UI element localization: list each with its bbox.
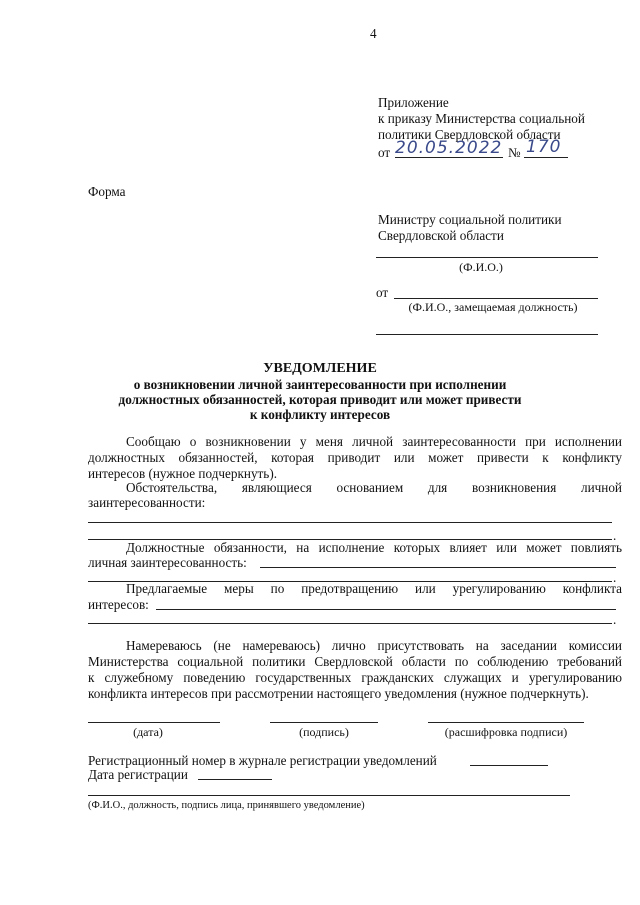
appendix-handwritten-number: 170 — [526, 137, 562, 157]
p1-line-2: должностных обязанностей, которая приводит или может привести к конфликту — [88, 450, 622, 465]
p5-line-2: Министерства социальной политики Свердловской области по соблюдению требований — [88, 654, 622, 669]
receiver-line — [88, 795, 570, 796]
p5-line-4: конфликта интересов при рассмотрении настоящего уведомления (нужное подчеркнуть). — [88, 686, 589, 701]
p4-fill-line-2 — [88, 623, 612, 624]
addressee-from-prefix: от — [376, 285, 389, 300]
sender-caption: (Ф.И.О., замещаемая должность) — [408, 300, 578, 314]
p4-period: . — [613, 612, 617, 627]
p4-line-1: Предлагаемые меры по предотвращению или урегулированию конфликта — [126, 581, 622, 596]
p1-line-3: интересов (нужное подчеркнуть). — [88, 466, 278, 481]
title-sub-1: о возникновении личной заинтересованности при исполнении — [133, 377, 507, 392]
document-title: УВЕДОМЛЕНИЕ — [263, 361, 377, 376]
p2-line-1: Обстоятельства, являющиеся основанием для возникновения личной — [126, 480, 622, 495]
registration-number-line — [470, 765, 548, 766]
date-signature-line — [88, 722, 220, 723]
addressee-line-1: Министру социальной политики — [378, 212, 562, 227]
appendix-from-prefix: от — [378, 145, 391, 160]
appendix-line-3: политики Свердловской области — [378, 127, 561, 142]
appendix-handwritten-date: 20.05.2022 — [395, 138, 503, 158]
page-number: 4 — [370, 26, 377, 41]
appendix-date-line — [395, 157, 503, 158]
title-sub-2: должностных обязанностей, которая приводит или может привести — [118, 392, 522, 407]
p3-line-1: Должностные обязанности, на исполнение которых влияет или может повлиять — [126, 540, 622, 555]
p2-line-2: заинтересованности: — [88, 495, 206, 510]
p2-period: . — [613, 528, 617, 543]
receiver-caption: (Ф.И.О., должность, подпись лица, принявшего уведомление) — [88, 800, 365, 811]
title-sub-3: к конфликту интересов — [249, 407, 391, 422]
registration-number-label: Регистрационный номер в журнале регистрации уведомлений — [88, 753, 437, 768]
addressee-fio-caption: (Ф.И.О.) — [459, 260, 503, 274]
registration-date-line — [198, 779, 272, 780]
p3-line-2: личная заинтересованность: — [88, 555, 247, 570]
p3-period: . — [613, 570, 617, 585]
appendix-line-2: к приказу Министерства социальной — [378, 111, 585, 126]
p4-fill-line-1 — [156, 609, 616, 610]
p4-line-2: интересов: — [88, 597, 149, 612]
appendix-line-1: Приложение — [378, 95, 449, 110]
p5-line-3: к служебному поведению государственных гражданских служащих и урегулированию — [88, 670, 622, 685]
decode-caption: (расшифровка подписи) — [444, 725, 568, 739]
decode-signature-line — [428, 722, 584, 723]
addressee-line-2: Свердловской области — [378, 228, 504, 243]
sign-caption: (подпись) — [299, 725, 349, 739]
registration-date-label: Дата регистрации — [88, 767, 188, 782]
date-caption: (дата) — [133, 725, 163, 739]
p5-line-1: Намереваюсь (не намереваюсь) лично присутствовать на заседании комиссии — [126, 638, 622, 653]
sender-line-2 — [376, 334, 598, 335]
addressee-fio-line — [376, 257, 598, 258]
p3-fill-line-1 — [260, 567, 616, 568]
sign-signature-line — [270, 722, 378, 723]
form-label: Форма — [88, 184, 126, 199]
appendix-number-sign: № — [508, 145, 521, 160]
appendix-number-line — [524, 157, 568, 158]
p2-fill-line-1 — [88, 522, 612, 523]
sender-line-1 — [394, 298, 598, 299]
p1-line-1: Сообщаю о возникновении у меня личной заинтересованности при исполнении — [126, 434, 622, 449]
